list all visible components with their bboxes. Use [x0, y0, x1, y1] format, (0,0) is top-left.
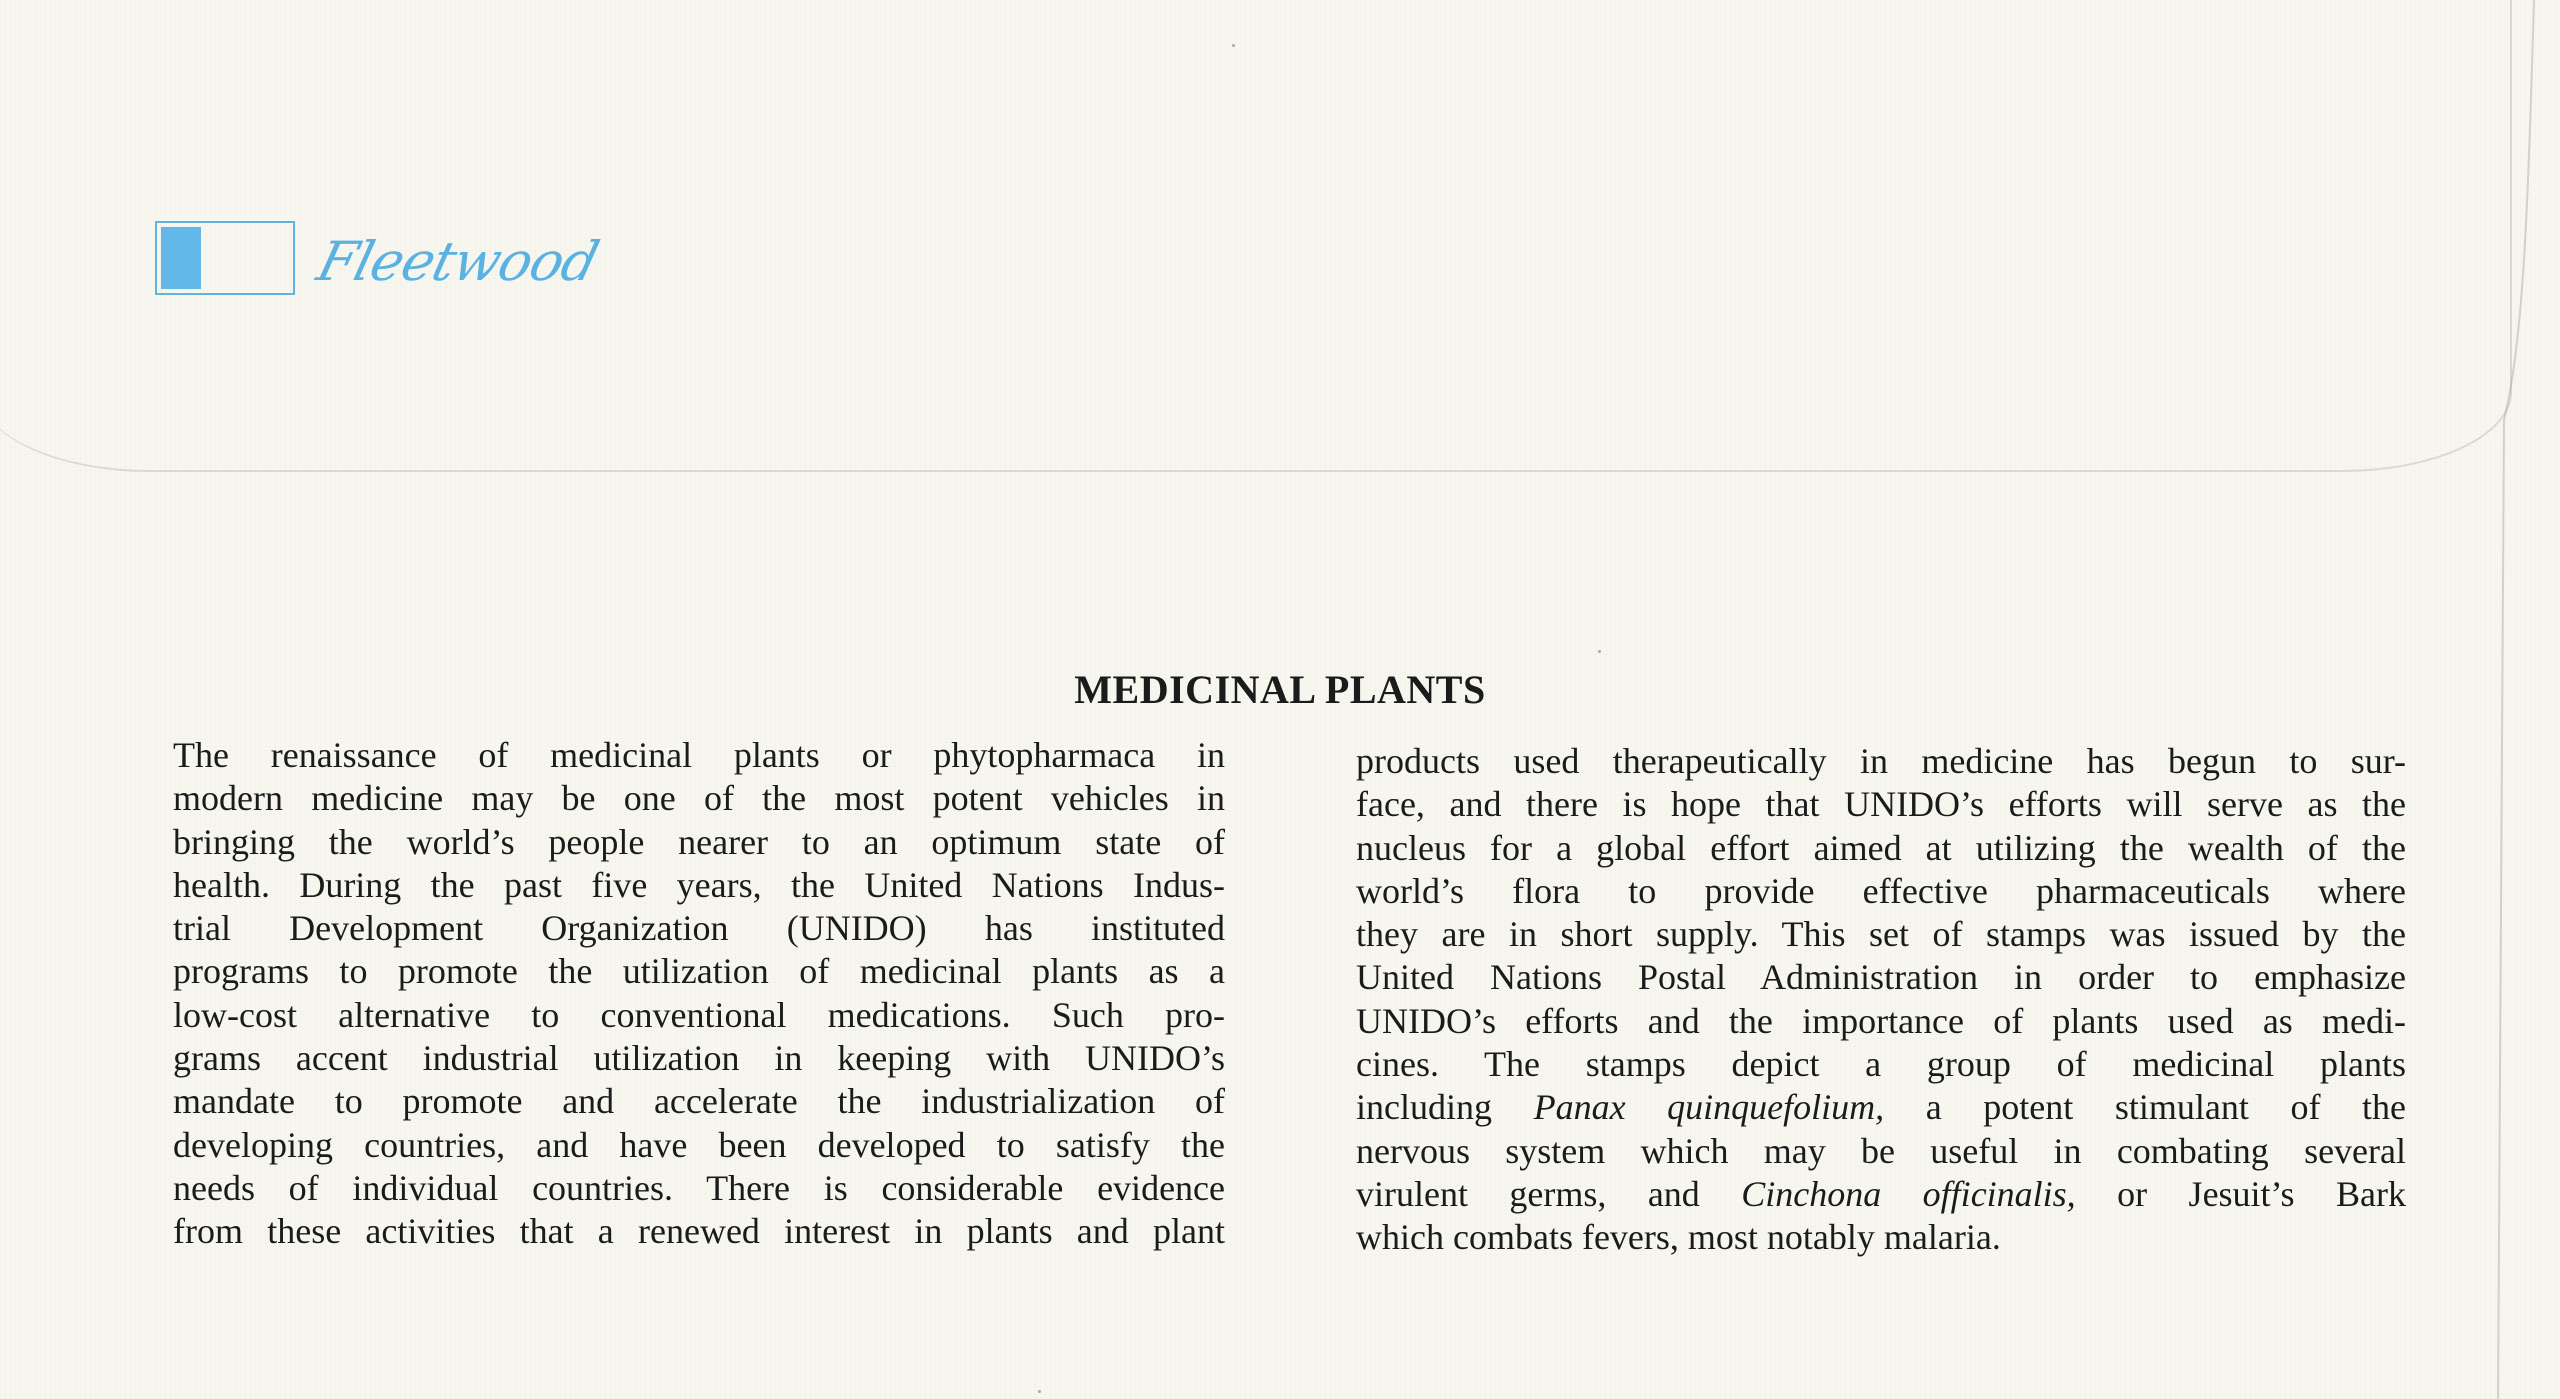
logo-color-block [161, 227, 201, 289]
text-line: mandate to promote and accelerate the industrialization of [173, 1081, 1225, 1122]
left-text-column [173, 734, 1225, 1254]
logo-frame [155, 221, 295, 295]
text-line [1356, 1086, 2406, 1129]
text-line [1356, 1173, 2406, 1216]
species-name-cinchona: Cinchona officinalis, [1741, 1173, 2076, 1214]
text-line: which combats fevers, most notably malaria. [1356, 1217, 2001, 1258]
fleetwood-logo [155, 221, 605, 301]
paper-speck [1038, 1390, 1041, 1393]
text-line: from these activities that a renewed interest in plants and plant [173, 1211, 1225, 1252]
text-line: programs to promote the utilization of medicinal plants as a [173, 951, 1225, 992]
text-line: needs of individual countries. There is considerable evidence [173, 1167, 1225, 1208]
text-line: The renaissance of medicinal plants or phytopharmaca in [173, 735, 1225, 775]
text-line: nucleus for a global effort aimed at utilizing the wealth of the [1356, 827, 2406, 868]
right-text-column [1356, 740, 2406, 1260]
document-title: MEDICINAL PLANTS [1074, 667, 1486, 712]
text-line: low-cost alternative to conventional medications. Such pro- [173, 994, 1225, 1035]
text-line: trial Development Organization (UNIDO) has instituted [173, 908, 1225, 949]
text-line: products used therapeutically in medicine has begun to sur- [1356, 741, 2406, 781]
text-line: nervous system which may be useful in combating several [1356, 1130, 2406, 1171]
logo-wordmark: Fleetwood [311, 230, 605, 293]
text-line: cines. The stamps depict a group of medicinal plants [1356, 1044, 2406, 1085]
text-line: health. During the past five years, the United Nations Indus- [173, 864, 1225, 905]
paper-speck [1232, 44, 1235, 47]
text-fragment: virulent germs, and [1356, 1173, 1742, 1214]
text-line: world’s flora to provide effective pharmaceuticals where [1356, 870, 2406, 911]
text-fragment: a potent stimulant of the [1884, 1087, 2406, 1128]
text-line: grams accent industrial utilization in keeping with UNIDO’s [173, 1038, 1225, 1079]
text-line: face, and there is hope that UNIDO’s efforts will serve as the [1356, 784, 2406, 825]
text-line: modern medicine may be one of the most potent vehicles in [173, 778, 1225, 819]
text-line: bringing the world’s people nearer to an optimum state of [173, 821, 1225, 862]
text-line: UNIDO’s efforts and the importance of plants used as medi- [1356, 1000, 2406, 1041]
text-line: they are in short supply. This set of stamps was issued by the [1356, 914, 2406, 955]
text-line: developing countries, and have been developed to satisfy the [173, 1124, 1225, 1165]
paper-speck [1598, 650, 1601, 653]
text-fragment: or Jesuit’s Bark [2075, 1173, 2406, 1214]
text-fragment: including [1356, 1087, 1534, 1128]
species-name-panax: Panax quinquefolium, [1533, 1087, 1885, 1128]
text-line: United Nations Postal Administration in order to emphasize [1356, 957, 2406, 998]
